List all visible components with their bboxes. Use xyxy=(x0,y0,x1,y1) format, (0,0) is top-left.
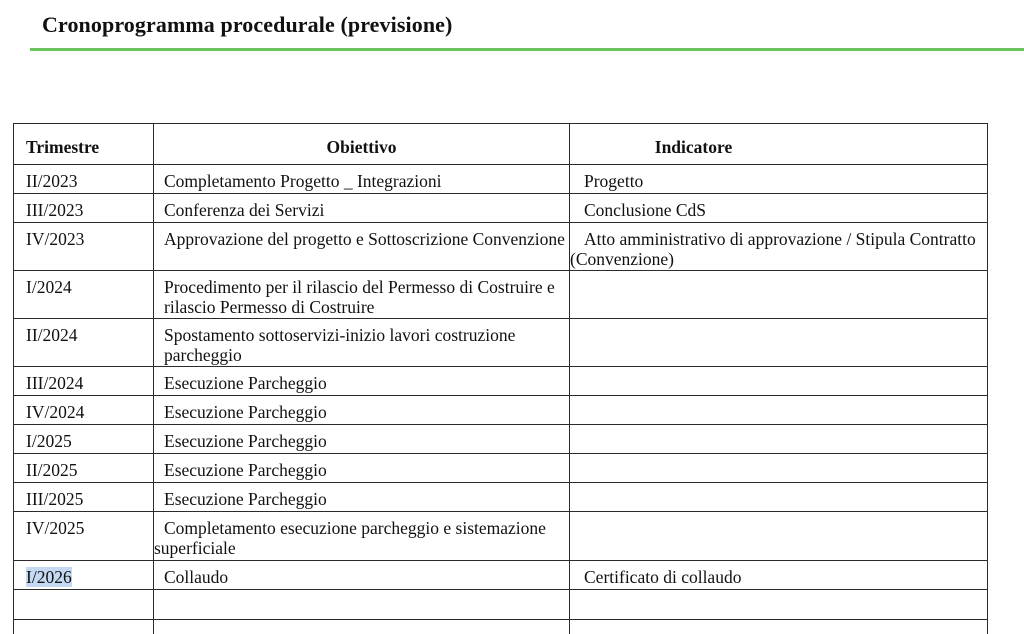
table-row-empty xyxy=(14,620,988,634)
cell-indicatore[interactable]: Atto amministrativo di approvazione / Stipula Contratto (Convenzione) xyxy=(570,223,988,271)
cell-obiettivo[interactable]: Conferenza dei Servizi xyxy=(154,194,570,223)
cell-obiettivo[interactable]: Esecuzione Parcheggio xyxy=(154,483,570,512)
table-row xyxy=(14,223,988,271)
cell-indicatore[interactable] xyxy=(570,271,988,319)
cell-obiettivo[interactable]: Completamento esecuzione parcheggio e sistemazione superficiale xyxy=(154,512,570,561)
table-row xyxy=(14,319,988,367)
cell-trimestre[interactable]: I/2025 xyxy=(14,425,154,454)
cell-trimestre[interactable]: III/2023 xyxy=(14,194,154,223)
schedule-table xyxy=(13,123,988,634)
cell-trimestre[interactable]: IV/2023 xyxy=(14,223,154,271)
cell-obiettivo[interactable]: Collaudo xyxy=(154,561,570,590)
cell-obiettivo[interactable]: Esecuzione Parcheggio xyxy=(154,396,570,425)
cell-trimestre[interactable]: I/2024 xyxy=(14,271,154,319)
table-row xyxy=(14,561,988,590)
cell-obiettivo[interactable]: Esecuzione Parcheggio xyxy=(154,454,570,483)
title-underline xyxy=(30,48,1024,51)
cell-indicatore[interactable] xyxy=(570,512,988,561)
cell-indicatore[interactable] xyxy=(570,425,988,454)
cell-trimestre[interactable]: IV/2025 xyxy=(14,512,154,561)
cell-indicatore-empty[interactable] xyxy=(570,620,988,634)
header-indicatore: Indicatore xyxy=(570,124,988,165)
cell-indicatore[interactable]: Certificato di collaudo xyxy=(570,561,988,590)
cell-trimestre[interactable]: III/2025 xyxy=(14,483,154,512)
table-header-row xyxy=(14,124,988,165)
cell-trimestre[interactable] xyxy=(14,561,154,590)
selected-text[interactable]: I/2026 xyxy=(26,567,72,587)
cell-obiettivo[interactable]: Spostamento sottoservizi-inizio lavori costruzione parcheggio xyxy=(154,319,570,367)
table-row xyxy=(14,165,988,194)
cell-indicatore[interactable]: Conclusione CdS xyxy=(570,194,988,223)
cell-obiettivo-empty[interactable] xyxy=(154,590,570,620)
cell-trimestre[interactable]: IV/2024 xyxy=(14,396,154,425)
cell-trimestre[interactable]: III/2024 xyxy=(14,367,154,396)
table-row xyxy=(14,194,988,223)
cell-obiettivo[interactable]: Esecuzione Parcheggio xyxy=(154,425,570,454)
table-row xyxy=(14,367,988,396)
cell-indicatore[interactable] xyxy=(570,367,988,396)
table-row xyxy=(14,425,988,454)
table-row xyxy=(14,396,988,425)
header-trimestre: Trimestre xyxy=(14,124,154,165)
cell-trimestre[interactable]: II/2023 xyxy=(14,165,154,194)
header-obiettivo: Obiettivo xyxy=(154,124,570,165)
cell-obiettivo-empty[interactable] xyxy=(154,620,570,634)
cell-obiettivo[interactable]: Esecuzione Parcheggio xyxy=(154,367,570,396)
cell-obiettivo[interactable]: Approvazione del progetto e Sottoscrizione Convenzione xyxy=(154,223,570,271)
cell-trimestre-empty[interactable] xyxy=(14,590,154,620)
cell-indicatore[interactable] xyxy=(570,319,988,367)
cell-indicatore-empty[interactable] xyxy=(570,590,988,620)
cell-trimestre-empty[interactable] xyxy=(14,620,154,634)
cell-obiettivo[interactable]: Completamento Progetto _ Integrazioni xyxy=(154,165,570,194)
cell-indicatore[interactable]: Progetto xyxy=(570,165,988,194)
table-row-empty xyxy=(14,590,988,620)
cell-trimestre[interactable]: II/2025 xyxy=(14,454,154,483)
cell-trimestre[interactable]: II/2024 xyxy=(14,319,154,367)
cell-indicatore[interactable] xyxy=(570,454,988,483)
table-row xyxy=(14,483,988,512)
table-row xyxy=(14,512,988,561)
table-row xyxy=(14,454,988,483)
table-row xyxy=(14,271,988,319)
cell-indicatore[interactable] xyxy=(570,483,988,512)
document-title: Cronoprogramma procedurale (previsione) xyxy=(42,12,453,37)
cell-indicatore[interactable] xyxy=(570,396,988,425)
cell-obiettivo[interactable]: Procedimento per il rilascio del Permesso di Costruire e rilascio Permesso di Costruire xyxy=(154,271,570,319)
